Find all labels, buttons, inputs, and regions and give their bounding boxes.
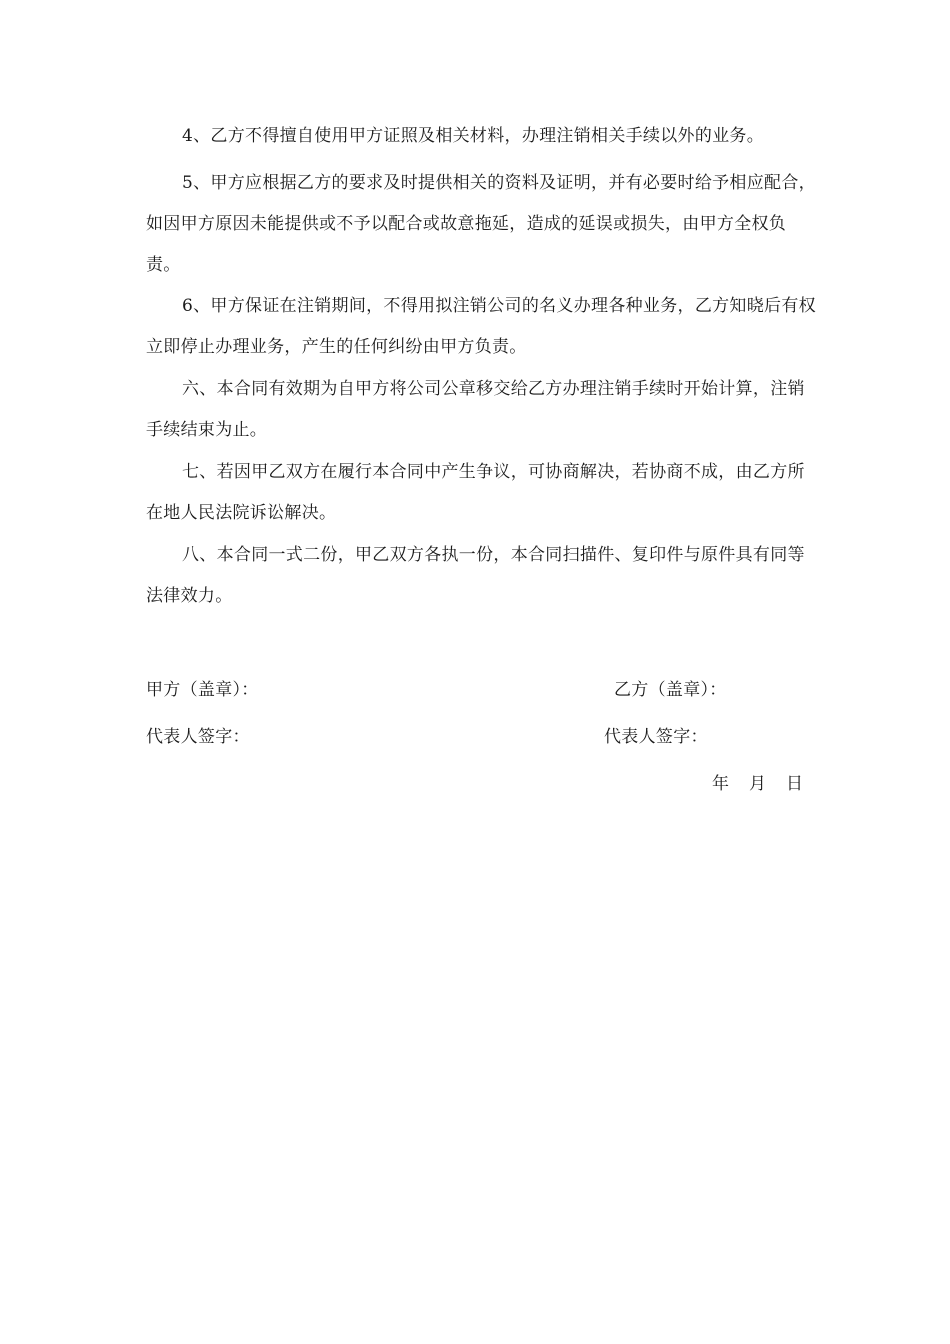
party-a-representative-label: 代表人签字： <box>146 727 250 747</box>
clause-5: 5、甲方应根据乙方的要求及时提供相关的资料及证明，并有必要时给予相应配合，如因甲方原因未能提供或不予以配合或故意拖延，造成的延误或损失，由甲方全权负责。 <box>146 173 816 275</box>
party-b-representative-label: 代表人签字： <box>604 727 708 747</box>
clause-validity: 六、本合同有效期为自甲方将公司公章移交给乙方办理注销手续时开始计算，注销手续结束为止。 <box>146 379 805 440</box>
date-line: 年 月 日 <box>712 774 804 794</box>
clause-4: 4、乙方不得擅自使用甲方证照及相关材料，办理注销相关手续以外的业务。 <box>182 126 765 146</box>
clause-dispute: 七、若因甲乙双方在履行本合同中产生争议，可协商解决，若协商不成，由乙方所在地人民法院诉讼解决。 <box>146 462 805 523</box>
clause-copies: 八、本合同一式二份，甲乙双方各执一份，本合同扫描件、复印件与原件具有同等法律效力。 <box>146 545 805 606</box>
party-a-seal-label: 甲方（盖章）： <box>146 680 259 700</box>
clause-6: 6、甲方保证在注销期间，不得用拟注销公司的名义办理各种业务，乙方知晓后有权立即停止办理业务，产生的任何纠纷由甲方负责。 <box>146 296 816 357</box>
party-b-seal-label: 乙方（盖章）： <box>614 680 727 700</box>
